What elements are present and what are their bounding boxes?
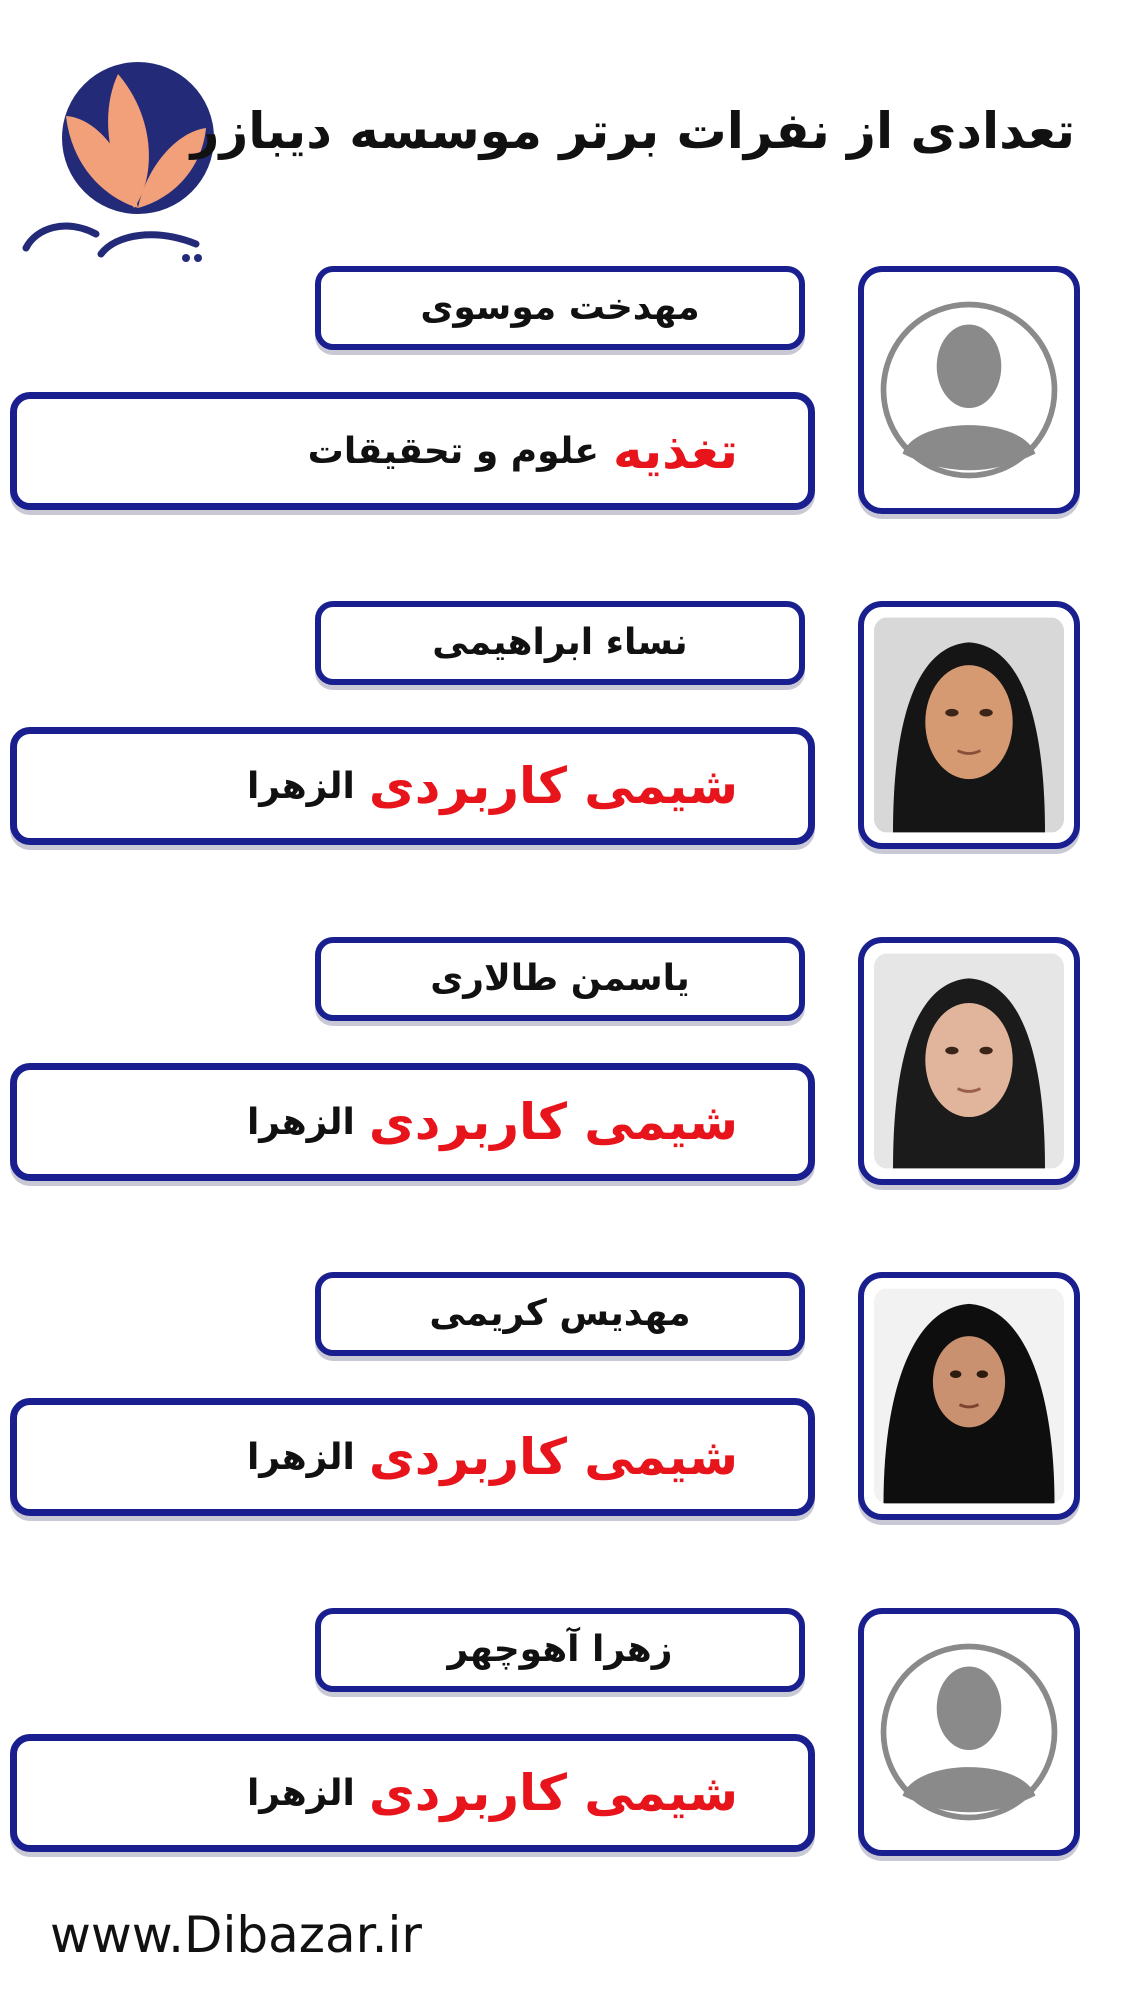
student-photo (858, 266, 1080, 514)
field-main: شیمی کاربردی (368, 757, 738, 815)
student-name: مهدخت موسوی (315, 266, 805, 350)
student-portrait (874, 1288, 1064, 1504)
placeholder-avatar-icon (874, 1624, 1064, 1840)
field-sub: علوم و تحقیقات (307, 430, 600, 472)
student-card (0, 266, 1125, 531)
student-portrait (874, 617, 1064, 833)
student-card (0, 1272, 1125, 1537)
page-title: تعدادی از نفرات برتر موسسه دیبازر (190, 102, 1075, 160)
student-name: مهدیس کریمی (315, 1272, 805, 1356)
student-photo (858, 1608, 1080, 1856)
student-field (10, 1063, 815, 1181)
website-url[interactable]: www.Dibazar.ir (50, 1906, 422, 1964)
field-sub: الزهرا (246, 1436, 355, 1478)
student-field (10, 727, 815, 845)
student-name: یاسمن طالاری (315, 937, 805, 1021)
field-main: شیمی کاربردی (368, 1428, 738, 1486)
student-card (0, 1608, 1125, 1873)
student-card (0, 937, 1125, 1202)
student-field (10, 1398, 815, 1516)
student-portrait (874, 953, 1064, 1169)
student-name: زهرا آهوچهر (315, 1608, 805, 1692)
student-photo (858, 1272, 1080, 1520)
student-name: نساء ابراهیمی (315, 601, 805, 685)
student-field (10, 1734, 815, 1852)
student-field (10, 392, 815, 510)
field-sub: الزهرا (246, 1772, 355, 1814)
student-card (0, 601, 1125, 866)
field-main: تغذیه (613, 422, 738, 480)
field-main: شیمی کاربردی (368, 1093, 738, 1151)
field-main: شیمی کاربردی (368, 1764, 738, 1822)
placeholder-avatar-icon (874, 282, 1064, 498)
field-sub: الزهرا (246, 765, 355, 807)
student-photo (858, 937, 1080, 1185)
field-sub: الزهرا (246, 1101, 355, 1143)
student-photo (858, 601, 1080, 849)
